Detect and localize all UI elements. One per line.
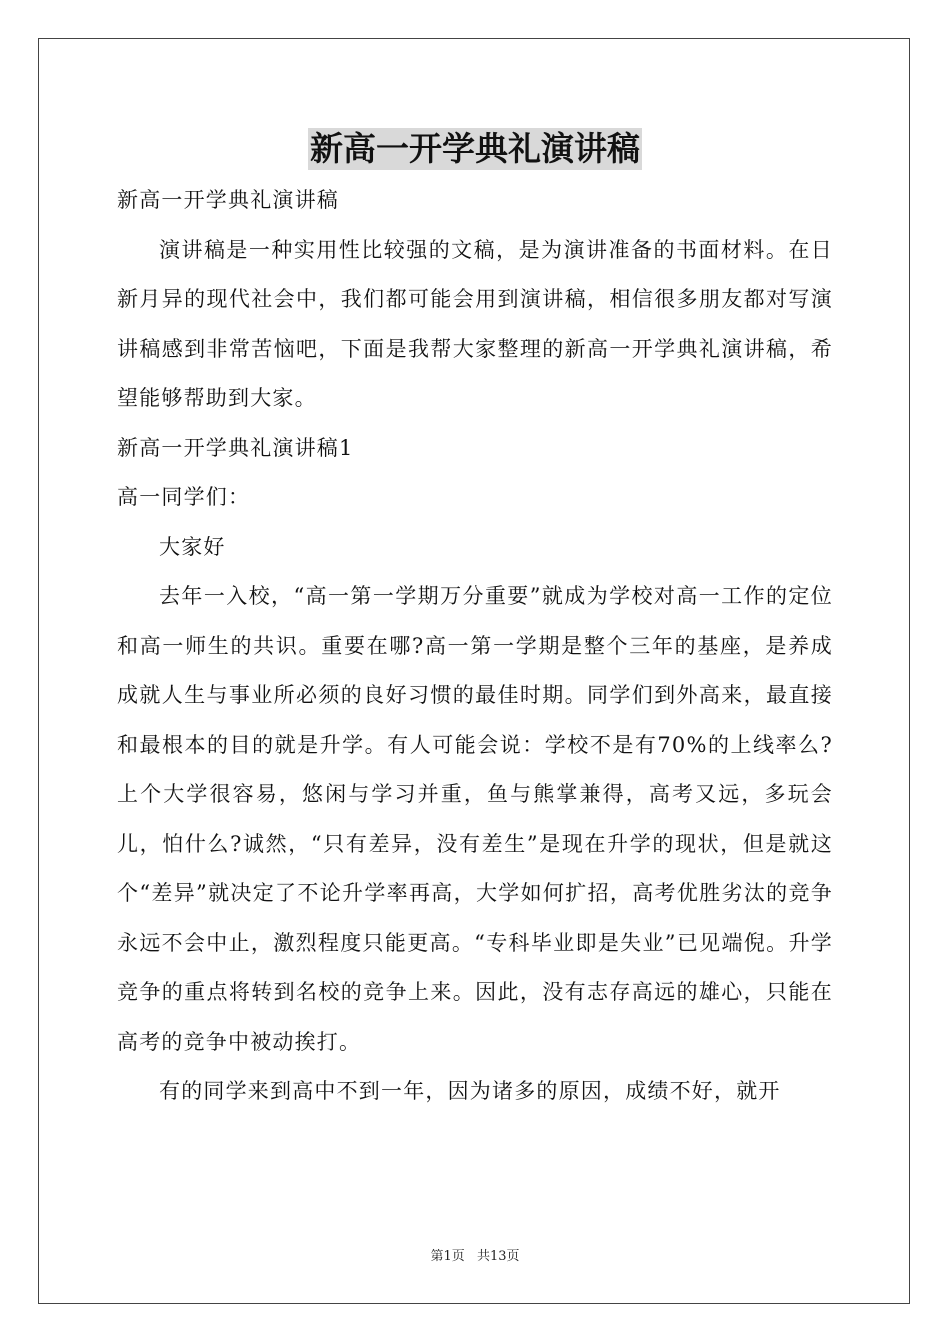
paragraph-subtitle: 新高一开学典礼演讲稿	[117, 188, 339, 212]
page-footer	[0, 1248, 950, 1266]
document-title-text: 新高一开学典礼演讲稿	[310, 129, 640, 168]
paragraph-greeting: 大家好	[159, 534, 226, 559]
page-number: 第1页	[430, 1249, 465, 1264]
paragraph-body-1: 去年一入校，“高一第一学期万分重要”就成为学校对高一工作的定位和高一师生的共识。重要在哪?高一第一学期是整个三年的基座，是养成成就人生与事业所必须的良好习惯的最佳时期。同学们到外高来，最直接和最根本的目的就是升学。有人可能会说：学校不是有70%的上线率么?上个大学很容易，悠闲与学习并重，鱼与熊掌兼得，高考又远，多玩会儿，怕什么?诚然，“只有差异，没有差生”是现在升学的现状，但是就这个“差异”就决定了不论升学率再高，大学如何扩招，高考优胜劣汰的竞争永远不会中止，激烈程度只能更高。“专科毕业即是失业”已见端倪。升学竞争的重点将转到名校的竞争上来。因此，没有志存高远的雄心，只能在高考的竞争中被动挨打。	[117, 584, 833, 1054]
paragraph-body-2: 有的同学来到高中不到一年，因为诸多的原因，成绩不好，就开	[159, 1079, 781, 1103]
paragraph-salutation: 高一同学们：	[117, 485, 251, 509]
paragraph-intro: 演讲稿是一种实用性比较强的文稿，是为演讲准备的书面材料。在日新月异的现代社会中，我们都可能会用到演讲稿，相信很多朋友都对写演讲稿感到非常苦恼吧，下面是我帮大家整理的新高一开学典礼演讲稿，希望能够帮助到大家。	[117, 237, 833, 410]
document-body	[117, 176, 833, 1117]
document-title	[0, 128, 950, 170]
page-total: 共13页	[476, 1249, 520, 1264]
paragraph-section-heading: 新高一开学典礼演讲稿1	[117, 435, 354, 460]
